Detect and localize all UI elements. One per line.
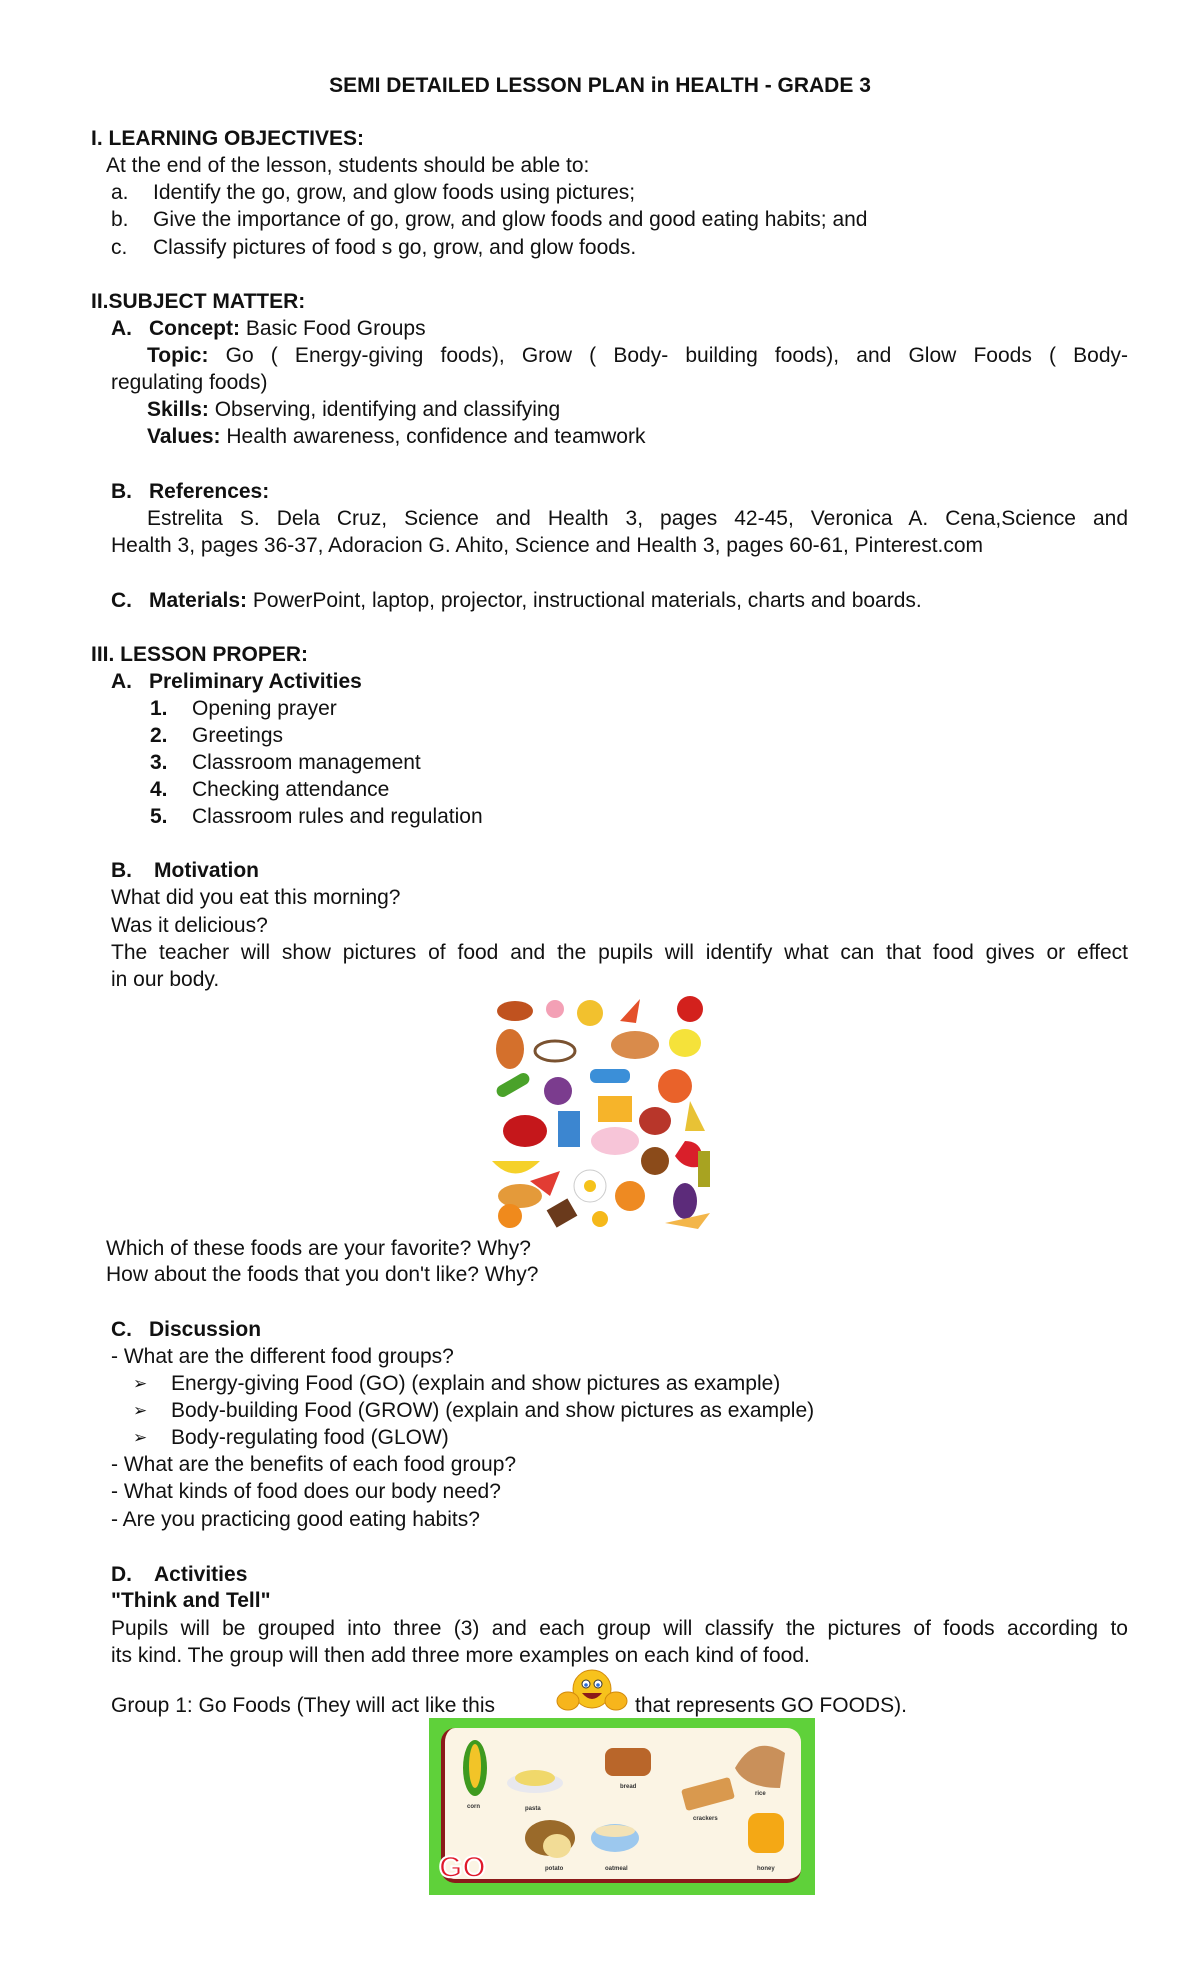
objectives-heading: I. LEARNING OBJECTIVES: — [91, 127, 365, 150]
values-line — [147, 423, 645, 450]
food-label: pasta — [525, 1806, 541, 1812]
food-group-item: Body-regulating food (GLOW) — [171, 1426, 449, 1449]
arrow-bullet-icon: ➢ — [133, 1374, 148, 1393]
list-marker: c. — [111, 236, 128, 259]
preliminary-item: Checking attendance — [192, 778, 390, 801]
preliminary-item: Classroom management — [192, 751, 421, 774]
objectives-intro: At the end of the lesson, students should be able to: — [106, 154, 590, 177]
concept-value: Basic Food Groups — [245, 317, 426, 340]
food-label: oatmeal — [605, 1866, 628, 1872]
references-text-cont: Health 3, pages 36-37, Adoracion G. Ahito, Science and Health 3, pages 60-61, Pinterest.com — [111, 534, 984, 557]
preliminary-item: Opening prayer — [192, 697, 337, 720]
objective-item: Classify pictures of food s go, grow, and glow foods. — [153, 236, 637, 259]
discussion-question: - What kinds of food does our body need? — [111, 1480, 501, 1503]
objective-item: Identify the go, grow, and glow foods using pictures; — [153, 181, 636, 204]
values-label: Values: — [147, 425, 221, 448]
food-label: corn — [467, 1804, 481, 1810]
food-label: crackers — [693, 1816, 718, 1822]
activity-text: Pupils will be grouped into three (3) and each group will classify the pictures of foods according to — [111, 1617, 1128, 1640]
activities-title: Activities — [154, 1563, 248, 1586]
discussion-heading — [111, 1316, 261, 1343]
motivation-text: in our body. — [111, 968, 220, 991]
preliminary-heading — [111, 668, 362, 695]
group1-text: Group 1: Go Foods (They will act like this — [111, 1694, 495, 1717]
materials-label: Materials: — [149, 589, 248, 612]
preliminary-item: Classroom rules and regulation — [192, 805, 483, 828]
page-title: SEMI DETAILED LESSON PLAN in HEALTH - GRADE 3 — [329, 74, 871, 97]
activity-name: "Think and Tell" — [111, 1589, 271, 1612]
skills-label: Skills: — [147, 398, 209, 421]
food-illustrations — [492, 996, 710, 1229]
go-food-illustrations — [463, 1740, 785, 1858]
arrow-bullet-icon: ➢ — [133, 1428, 148, 1447]
dislike-question: How about the foods that you don't like? Why? — [106, 1263, 539, 1286]
list-number: 3. — [150, 751, 168, 774]
discussion-question: - What are the different food groups? — [111, 1345, 454, 1368]
list-marker: B. — [111, 480, 132, 503]
go-foods-image — [429, 1718, 815, 1895]
list-marker: a. — [111, 181, 129, 204]
topic-value: Go ( Energy-giving foods), Grow ( Body- building foods), and Glow Foods ( Body- — [225, 344, 1129, 367]
list-marker: A. — [111, 317, 132, 340]
list-number: 4. — [150, 778, 168, 801]
preliminary-title: Preliminary Activities — [149, 670, 362, 693]
references-heading — [111, 478, 269, 505]
list-number: 1. — [150, 697, 168, 720]
list-number: 5. — [150, 805, 168, 828]
concept-line — [111, 315, 426, 342]
topic-line — [147, 342, 1128, 369]
food-collage-image — [490, 991, 717, 1231]
discussion-question: - Are you practicing good eating habits? — [111, 1508, 480, 1531]
lesson-heading: III. LESSON PROPER: — [91, 643, 309, 666]
topic-label: Topic: — [147, 344, 209, 367]
food-label: honey — [757, 1866, 775, 1872]
activities-heading — [111, 1561, 247, 1588]
motivation-text: What did you eat this morning? — [111, 886, 401, 909]
thumbs-up-smiley-icon — [556, 1667, 628, 1717]
list-marker: b. — [111, 208, 129, 231]
list-marker: C. — [111, 1318, 132, 1341]
favorite-question: Which of these foods are your favorite? Why? — [106, 1237, 531, 1260]
preliminary-item: Greetings — [192, 724, 284, 747]
materials-value: PowerPoint, laptop, projector, instructional materials, charts and boards. — [252, 589, 922, 612]
references-text: Estrelita S. Dela Cruz, Science and Health 3, pages 42-45, Veronica A. Cena,Science and — [147, 507, 1128, 530]
food-group-item: Energy-giving Food (GO) (explain and show pictures as example) — [171, 1372, 781, 1395]
motivation-text: Was it delicious? — [111, 914, 268, 937]
list-marker: B. — [111, 859, 132, 882]
arrow-bullet-icon: ➢ — [133, 1401, 148, 1420]
food-label: bread — [620, 1784, 637, 1790]
food-label: rice — [755, 1791, 766, 1797]
motivation-text: The teacher will show pictures of food and the pupils will identify what can that food gives or effect — [111, 941, 1128, 964]
list-marker: C. — [111, 589, 132, 612]
go-badge: GO — [439, 1851, 486, 1884]
skills-value: Observing, identifying and classifying — [214, 398, 561, 421]
motivation-heading — [111, 857, 259, 884]
skills-line — [147, 396, 560, 423]
food-group-item: Body-building Food (GROW) (explain and show pictures as example) — [171, 1399, 815, 1422]
activity-text: its kind. The group will then add three more examples on each kind of food. — [111, 1644, 810, 1667]
list-marker: D. — [111, 1563, 132, 1586]
discussion-question: - What are the benefits of each food group? — [111, 1453, 517, 1476]
list-number: 2. — [150, 724, 168, 747]
objective-item: Give the importance of go, grow, and glow foods and good eating habits; and — [153, 208, 868, 231]
discussion-title: Discussion — [149, 1318, 262, 1341]
food-label: potato — [545, 1866, 564, 1872]
references-label: References: — [149, 480, 270, 503]
motivation-title: Motivation — [154, 859, 259, 882]
materials-line — [111, 587, 922, 614]
group1-text-cont: that represents GO FOODS). — [635, 1694, 907, 1717]
subject-heading: II.SUBJECT MATTER: — [91, 290, 306, 313]
concept-label: Concept: — [149, 317, 240, 340]
values-value: Health awareness, confidence and teamwork — [226, 425, 646, 448]
topic-value-cont: regulating foods) — [111, 371, 268, 394]
list-marker: A. — [111, 670, 132, 693]
